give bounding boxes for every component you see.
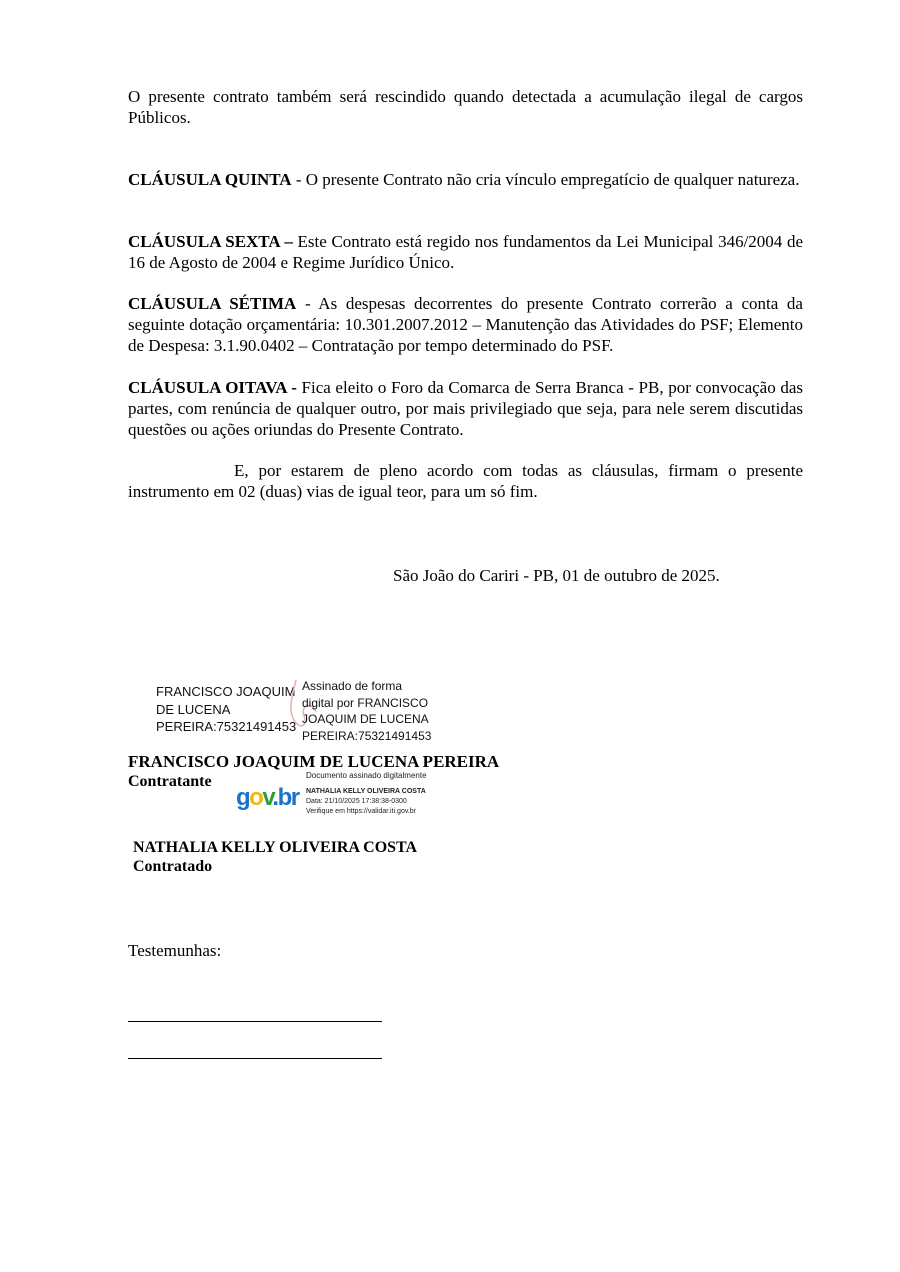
govbr-verify: Verifique em https://validar.iti.gov.br bbox=[306, 808, 416, 815]
clause-eighth-title: CLÁUSULA OITAVA - bbox=[128, 378, 297, 397]
clause-eighth-text: Fica eleito o Foro da Comarca de Serra Branca - PB, por convocação das partes, com renúncia de qualquer outro, por mais privilegiado que seja, para nele serem discutidas questões ou ações oriundas do Presente Contrato. bbox=[128, 378, 803, 439]
signature-right-line: digital por FRANCISCO bbox=[302, 695, 429, 710]
contratado-name: NATHALIA KELLY OLIVEIRA COSTA bbox=[133, 839, 418, 856]
digital-signature-info bbox=[302, 678, 431, 744]
govbr-date: Data: 21/10/2025 17:38:38-0300 bbox=[306, 798, 407, 805]
clause-sixth-text: Este Contrato está regido nos fundamentos da Lei Municipal 346/2004 de 16 de Agosto de 2004 e Regime Jurídico Único. bbox=[128, 232, 803, 272]
clause-seventh-title: CLÁUSULA SÉTIMA bbox=[128, 294, 297, 313]
govbr-signer: NATHALIA KELLY OLIVEIRA COSTA bbox=[306, 788, 426, 795]
clause-eighth bbox=[128, 377, 803, 440]
signature-right-line: Assinado de forma bbox=[302, 679, 403, 693]
date-line: São João do Cariri - PB, 01 de outubro de 2025. bbox=[393, 566, 720, 585]
witnesses-label: Testemunhas: bbox=[128, 941, 222, 960]
clause-sixth-title: CLÁUSULA SEXTA – bbox=[128, 232, 293, 251]
clause-sixth bbox=[128, 231, 803, 273]
clause-fifth-text: - O presente Contrato não cria vínculo empregatício de qualquer natureza. bbox=[291, 170, 800, 189]
clause-seventh bbox=[128, 293, 803, 356]
paragraph-rescission: O presente contrato também será rescindido quando detectada a acumulação ilegal de cargos Públicos. bbox=[128, 87, 803, 127]
contratante-role: Contratante bbox=[128, 773, 212, 790]
closing-paragraph: E, por estarem de pleno acordo com todas as cláusulas, firmam o presente instrumento em 02 (duas) vias de igual teor, para um só fim. bbox=[128, 461, 803, 501]
contratante-name: FRANCISCO JOAQUIM DE LUCENA PEREIRA bbox=[128, 752, 500, 771]
digital-signature-signer bbox=[156, 683, 296, 736]
witness-line-1 bbox=[128, 1021, 382, 1022]
signature-right-line: PEREIRA:75321491453 bbox=[302, 728, 432, 743]
signature-left-line: FRANCISCO JOAQUIM bbox=[156, 684, 296, 699]
govbr-logo: gov.br bbox=[236, 784, 299, 811]
signature-right-line: JOAQUIM DE LUCENA bbox=[302, 712, 429, 726]
clause-seventh-text: - As despesas decorrentes do presente Contrato correrão a conta da seguinte dotação orçamentária: 10.301.2007.2012 – Manutenção das Atividades do PSF; Elemento de Despesa: 3.1.90.0402 – Contratação por tempo determinado do PSF. bbox=[128, 294, 803, 355]
witness-line-2 bbox=[128, 1058, 382, 1059]
signature-left-line: DE LUCENA bbox=[156, 701, 231, 717]
contratado-role: Contratado bbox=[133, 858, 213, 875]
clause-fifth bbox=[128, 169, 803, 190]
clause-fifth-title: CLÁUSULA QUINTA bbox=[128, 170, 292, 189]
govbr-header: Documento assinado digitalmente bbox=[306, 771, 427, 780]
signature-left-line: PEREIRA:75321491453 bbox=[156, 719, 297, 734]
